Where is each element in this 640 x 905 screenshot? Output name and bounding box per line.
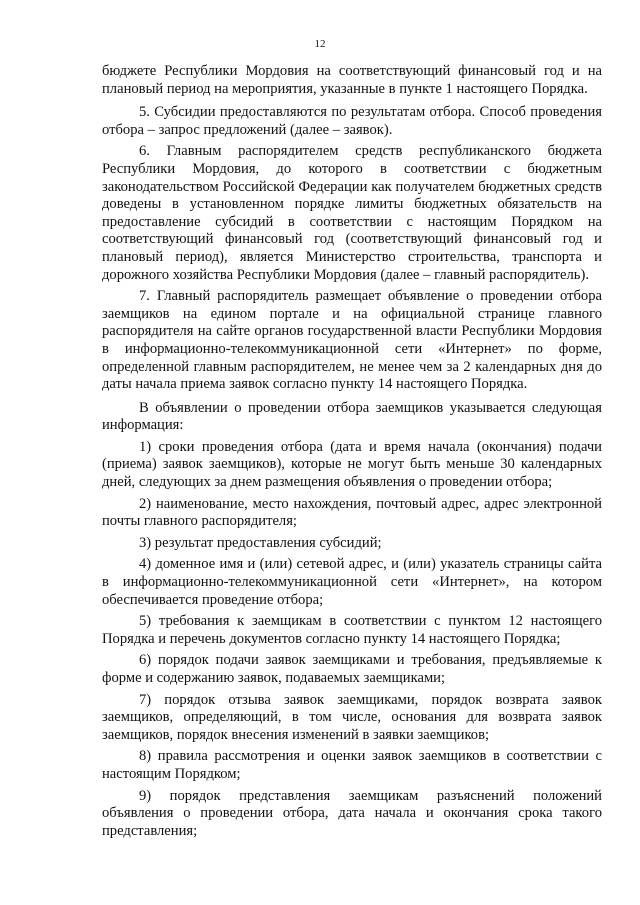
list-item-7: 7) порядок отзыва заявок заемщиками, порядок возврата заявок заемщиков, определяющий, в том числе, основания для возврата заявок заемщиков, порядок внесения изменений в заявки заемщиков;	[102, 691, 602, 743]
list-item-1: 1) сроки проведения отбора (дата и время начала (окончания) подачи (приема) заявок заемщиков), которые не могут быть меньше 30 календарных дней, следующих за днем размещения объявления о проведении отбора;	[102, 438, 602, 491]
paragraph-6: 6. Главным распорядителем средств республиканского бюджета Республики Мордовия, до которого в соответствии с бюджетным законодательством Российской Федерации как получателем бюджетных средств доведены в установленном порядке лимиты бюджетных обязательств на предоставление субсидий в соответствии с настоящим Порядком на соответствующий финансовый год (соответствующий финансовый год и плановый период), является Министерство строительства, транспорта и дорожного хозяйства Республики Мордовия (далее – главный распорядитель).	[102, 143, 602, 283]
list-item-6: 6) порядок подачи заявок заемщиками и требования, предъявляемые к форме и содержанию заявок, подаваемых заемщиками;	[102, 652, 602, 686]
list-item-4: 4) доменное имя и (или) сетевой адрес, и (или) указатель страницы сайта в информационно-телекоммуникационной сети «Интернет», на котором обеспечивается проведение отбора;	[102, 556, 602, 608]
paragraph-7: 7. Главный распорядитель размещает объявление о проведении отбора заемщиков на едином портале и на официальной странице главного распорядителя на сайте органов государственной власти Республики Мордовия в информационно-телекоммуникационной сети «Интернет» по форме, определенной главным распорядителем, не менее чем за 2 календарных дня до даты начала приема заявок согласно пункту 14 настоящего Порядка.	[102, 288, 602, 393]
list-item-8: 8) правила рассмотрения и оценки заявок заемщиков в соответствии с настоящим Порядком;	[102, 748, 602, 782]
paragraph-continuation: бюджете Республики Мордовия на соответствующий финансовый год и на плановый период на мероприятия, указанные в пункте 1 настоящего Порядка.	[102, 63, 602, 97]
document-body	[102, 63, 602, 840]
announcement-intro: В объявлении о проведении отбора заемщиков указывается следующая информация:	[102, 399, 602, 434]
list-item-3: 3) результат предоставления субсидий;	[139, 534, 382, 551]
paragraph-5: 5. Субсидии предоставляются по результатам отбора. Способ проведения отбора – запрос предложений (далее – заявок).	[102, 104, 602, 138]
page-number: 12	[314, 38, 326, 50]
list-item-5: 5) требования к заемщикам в соответствии с пунктом 12 настоящего Порядка и перечень документов согласно пункту 14 настоящего Порядка;	[102, 613, 602, 647]
list-item-2: 2) наименование, место нахождения, почтовый адрес, адрес электронной почты главного распорядителя;	[102, 495, 602, 530]
list-item-9: 9) порядок представления заемщикам разъяснений положений объявления о проведении отбора, дата начала и окончания срока такого представления;	[102, 787, 602, 839]
